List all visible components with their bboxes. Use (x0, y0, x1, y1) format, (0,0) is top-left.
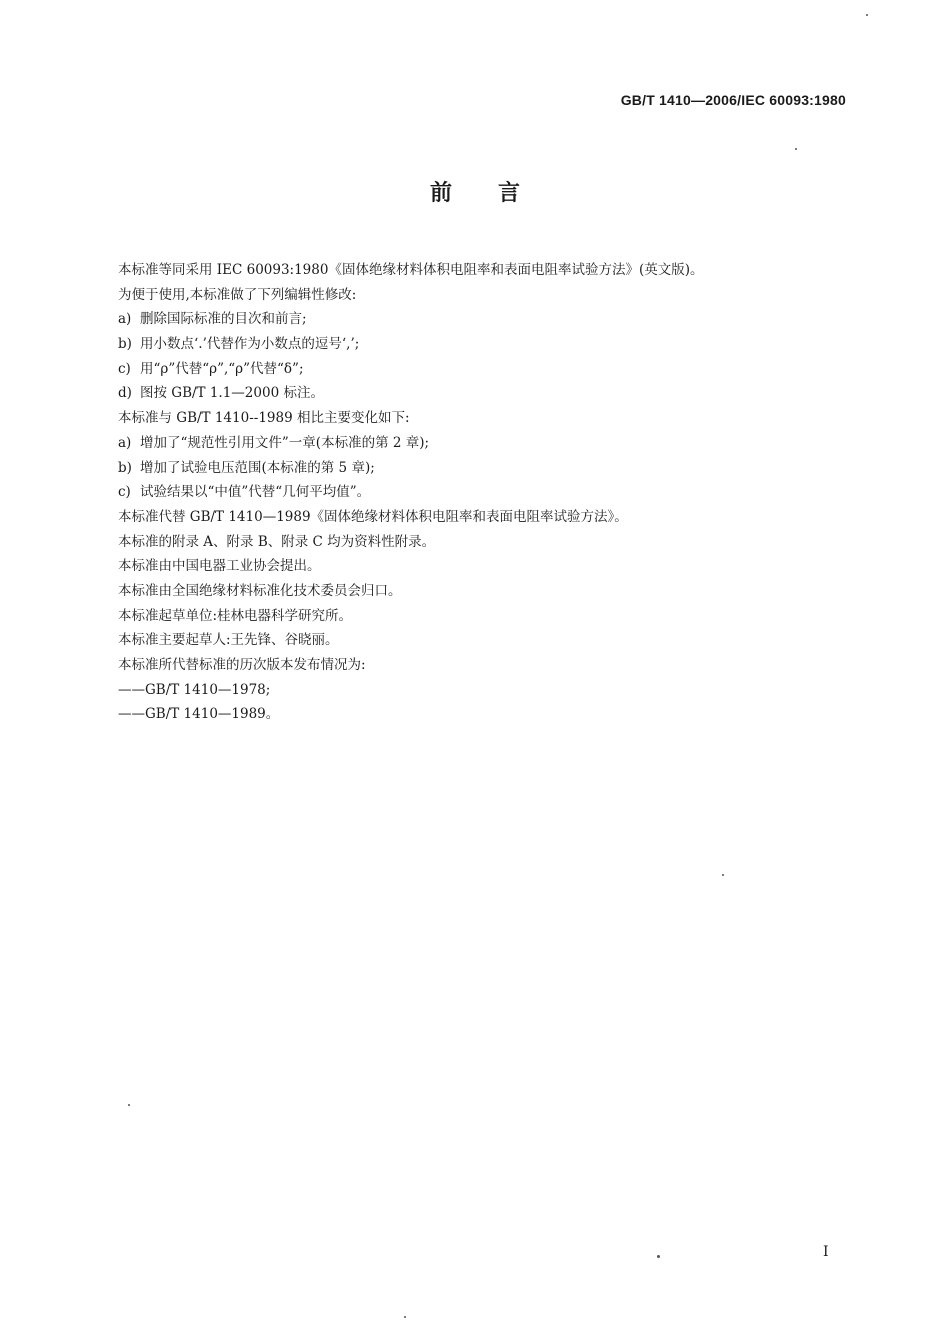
standard-code-header: GB/T 1410—2006/IEC 60093:1980 (620, 92, 846, 108)
list-marker: b) (118, 459, 132, 476)
paragraph: 本标准的附录 A、附录 B、附录 C 均为资料性附录。 (118, 533, 436, 550)
foreword-body (118, 258, 858, 727)
list-item-text: 试验结果以“中值”代替“几何平均值”。 (140, 484, 371, 501)
list-item (118, 332, 858, 357)
list-item (118, 307, 858, 332)
history-entry: ——GB/T 1410—1978; (118, 681, 271, 698)
scan-speck (795, 148, 797, 150)
scan-speck (866, 14, 868, 16)
edits-intro: 为便于使用,本标准做了下列编辑性修改: (118, 286, 357, 303)
list-item-text: 增加了试验电压范围(本标准的第 5 章); (140, 459, 375, 476)
page-number: I (823, 1244, 829, 1260)
changes-intro: 本标准与 GB/T 1410--1989 相比主要变化如下: (118, 410, 410, 427)
scan-speck (657, 1255, 660, 1258)
list-item-text: 增加了“规范性引用文件”一章(本标准的第 2 章); (140, 434, 430, 451)
paragraph: 本标准起草单位:桂林电器科学研究所。 (118, 607, 353, 624)
paragraph: 本标准由中国电器工业协会提出。 (118, 558, 321, 575)
paragraph: 本标准主要起草人:王先锋、谷晓丽。 (118, 632, 339, 649)
list-item (118, 456, 858, 481)
list-marker: a) (118, 311, 132, 328)
page-title: 前言 (429, 181, 566, 206)
adoption-statement: 本标准等同采用 IEC 60093:1980《固体绝缘材料体积电阻率和表面电阻率试验方法》(英文版)。 (118, 262, 704, 278)
list-item (118, 480, 858, 505)
list-item (118, 431, 858, 456)
list-marker: d) (118, 385, 132, 402)
scan-speck (128, 1104, 130, 1106)
paragraph: 本标准由全国绝缘材料标准化技术委员会归口。 (118, 582, 402, 599)
list-item-text: 用小数点‘.’代替作为小数点的逗号‘,’; (140, 336, 360, 353)
paragraph: 本标准代替 GB/T 1410—1989《固体绝缘材料体积电阻率和表面电阻率试验方法》。 (118, 508, 628, 525)
list-item-text: 图按 GB/T 1.1—2000 标注。 (140, 385, 324, 402)
list-marker: c) (118, 484, 131, 501)
scan-speck (722, 874, 724, 876)
list-item (118, 357, 858, 382)
list-item-text: 删除国际标准的目次和前言; (140, 311, 307, 328)
list-item-text: 用“ρ”代替“ρ”,“ρ”代替“δ”; (140, 360, 304, 377)
list-marker: c) (118, 360, 131, 377)
list-marker: a) (118, 434, 132, 451)
list-marker: b) (118, 336, 132, 353)
scan-speck (404, 1316, 406, 1318)
paragraph: 本标准所代替标准的历次版本发布情况为: (118, 657, 366, 673)
history-entry: ——GB/T 1410—1989。 (118, 706, 280, 723)
list-item (118, 381, 858, 406)
